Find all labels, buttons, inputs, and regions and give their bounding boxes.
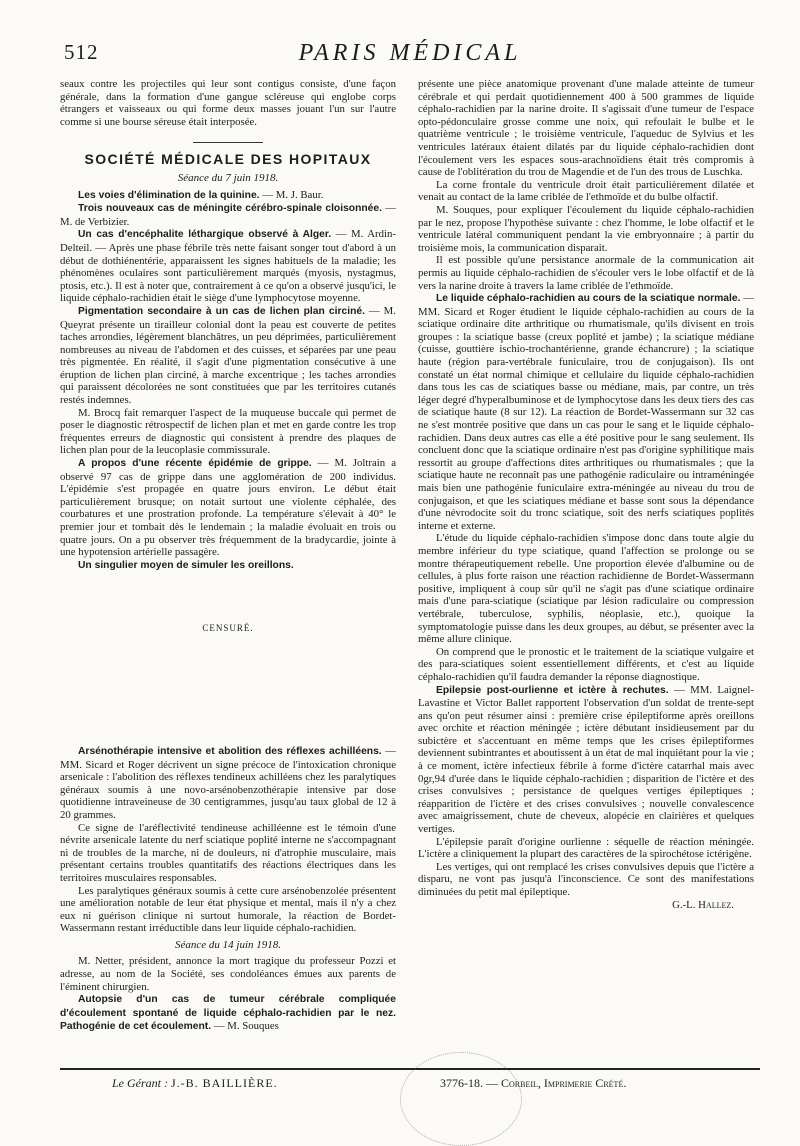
entry-title: Autopsie d'un cas de tumeur cérébrale compliquée d'écoulement spontané de liquide céphalo-rachidien par le nez. Pathogénie de cet écoulement.: [60, 994, 396, 1033]
divider: [193, 142, 263, 143]
entry-title: A propos d'une récente épidémie de grippe.: [78, 458, 312, 470]
paragraph-netter: M. Netter, président, annonce la mort tragique du professeur Pozzi et adresse, au nom de la Société, ses condoléances émues aux parents de l'éminent chirurgien.: [60, 955, 396, 993]
gerant-line: [112, 1076, 278, 1091]
entry-body: — MM. Sicard et Roger étudient le liquide céphalo-rachidien au cours de la sciatique ordinaire dite arthritique ou rhumatismale, qu'ils divisent en trois groupes : la sciatique basse (creux poplité et jambe) ; la sciatique médiane (cuisse, gouttière ischio-trochantérienne, grande échancrure) ; la sciatique haute (région para-vertébrale funiculaire, trou de conjugaison). Ils ont constaté un état normal chimique et cellulaire du liquide céphalo-rachidien dans tous les cas de sciatiques basse ou médiane, mais, par contre, un très léger degré d'hyperalbuminose et de lymphocytose dans les deux tiers des cas de sciatique haute (8 sur 12). La réaction de Bordet-Wassermann sur 32 cas ne s'est montrée positive que dans un cas pour le sang et le liquide céphalo-rachidien. Dans deux autres cas elle a été positive pour le sang seulement. Ils concluent donc que la sciatique ordinaire n'est pas d'origine syphilitique mais ressortit au groupe d'affections dites arthritiques ou rhumatismales ; que la sciatique haute ne reconnaît pas une pathogénie radiculaire ou intraméningée mais bien une pathogénie funiculaire extra-méningée au niveau du trou de conjugaison, et que les sciatiques médiane et basse sont sous la dépendance d'une névrodocite soit du tronc sciatique, soit des nerfs sciatiques poplités interne et externe.: [418, 292, 754, 532]
left-column: [60, 78, 396, 1034]
entry-author: — M. de Verbizier.: [60, 202, 396, 228]
entry-encephalite: [60, 228, 396, 305]
footer-divider: [60, 1068, 760, 1070]
entry-grippe: [60, 457, 396, 559]
right-column: [418, 78, 754, 911]
entry-quinine: [60, 189, 396, 203]
seance-date: Séance du 14 juin 1918.: [174, 938, 281, 951]
paragraph-vertiges: Les vertiges, qui ont remplacé les crises convulsives depuis que l'ictère a disparu, ne vont pas jusqu'à l'inconscience. Ce sont des manifestations diminuées du petit mal épileptique.: [418, 860, 754, 898]
author-signature: G.-L. Hallez.: [672, 898, 734, 911]
entry-title: Un cas d'encéphalite léthargique observé à Alger.: [78, 229, 332, 241]
section-title: SOCIÉTÉ MÉDICALE DES HOPITAUX: [84, 151, 372, 168]
library-stamp: [400, 1052, 522, 1146]
paragraph-tumeur: présente une pièce anatomique provenant d'une malade atteinte de tumeur cérébrale et qui perdait quotidiennement 400 à 500 grammes de liquide céphalo-rachidien par la narine droite. Il s'agissait d'une tumeur de l'espace opto-pédonculaire grosse comme une noix, qui refoulait le bulbe et le quatrième ventricule ; le troisième ventricule, l'aqueduc de Sylvius et les ventricules latéraux étaient dilatés par du liquide céphalo-rachidien dont l'écoulement vers les espaces sous-arachnoïdiens était très compromis à cause de l'oblitération du trou de Magendie et de l'un des trous de Luschka.: [418, 78, 754, 179]
entry-title: Epilepsie post-ourlienne et ictère à rechutes.: [436, 684, 669, 696]
paragraph-etude: L'étude du liquide céphalo-rachidien s'impose donc dans toute algie du membre inférieur du type sciatique, quand l'affection se prolonge ou se montre thérapeutiquement rebelle. Une proportion élevée d'albumine ou de cellules, à plus forte raison une réaction rachidienne de Bordet-Wassermann positive, impliquent à coup sûr qu'il ne s'agit pas d'une sciatique ordinaire mais d'une para-sciatique (sciatique par lésion radiculaire ou compression vertébrale, tuberculose, syphilis, néoplasie, etc.), quoique la symptomatologie puisse dans les deux groupes, au début, se présenter avec la même allure clinique.: [418, 532, 754, 646]
paragraph-brocq: M. Brocq fait remarquer l'aspect de la muqueuse buccale qui permet de poser le diagnostic rétrospectif de lichen plan et met en garde contre les trop fréquentes erreurs de diagnostic qui consistent à prendre des plaques de lichen plan pour de la leucoplasie commissurale.: [60, 406, 396, 457]
paragraph-persistance: Il est possible qu'une persistance anormale de la communication ait permis au liquide céphalo-rachidien de s'écouler vers le lobe olfactif et de là vers la narine droite à travers la lame criblée de l'ethmoïde.: [418, 254, 754, 292]
page-number: 512: [64, 40, 99, 64]
entry-meningite: [60, 202, 396, 228]
paragraph-pronostic: On comprend que le pronostic et le traitement de la sciatique vulgaire et des para-sciatiques soient essentiellement différents, et c'est au liquide céphalo-rachidien qu'il faudra demander la réponse diagnostique.: [418, 645, 754, 683]
page-header: [60, 30, 760, 70]
entry-sciatique: [418, 292, 754, 532]
entry-title: Le liquide céphalo-rachidien au cours de la sciatique normale.: [436, 293, 741, 305]
entry-title: Arsénothérapie intensive et abolition des réflexes achilléens.: [78, 745, 382, 757]
gerant-name: J.-B. BAILLIÈRE.: [171, 1076, 278, 1090]
printer-imprint: 3776-18. — Corbeil, Imprimerie Crété.: [440, 1076, 627, 1090]
entry-autopsie: [60, 993, 396, 1034]
entry-epilepsie: [418, 684, 754, 836]
intro-paragraph: seaux contre les projectiles qui leur sont contigus consiste, d'une façon générale, dans la formation d'une gangue scléreuse qui englobe corps étrangers et vaisseaux ou qui forme deux masses jouant l'un sur l'autre comme si une bourse séreuse était interposée.: [60, 78, 396, 128]
seance-date: Séance du 7 juin 1918.: [177, 171, 279, 184]
entry-body: — MM. Laignel-Lavastine et Victor Ballet rapportent l'observation d'un soldat de trente-sept ans qu'on peut résumer ainsi : première crise épileptiforme après oreillons avec orchite et réaction méningée ; ictère débutant insidieusement par du subictère et s'accentuant en même temps que les crises épileptiformes deviennent subintrantes et aboutissent à un état de mal inquiétant pour la vie ; à ce moment, ictère infectieux fébrile à forme d'ictère catarrhal mais avec 0gr,94 d'urée dans le liquide céphalo-rachidien ; disparition de l'ictère et des crises convulsives ; persistance de quelques vertiges épileptiques ; réapparition de l'ictère et des crises convulsives ; nouvelle convalescence avec amaigrissement, chute de cheveux, alopécie en clairières et quelques vertiges.: [418, 683, 754, 836]
entry-title: Un singulier moyen de simuler les oreillons.: [78, 559, 294, 571]
paragraph-ourlienne: L'épilepsie paraît d'origine ourlienne : séquelle de réaction méningée. L'ictère a cliniquement la plupart des caractères de la spirochétose ictérigène.: [418, 835, 754, 861]
entry-author: — M. Souques: [211, 1020, 279, 1033]
paragraph-paralytiques: Les paralytiques généraux soumis à cette cure arsénobenzolée présentent une amélioration notable de leur état physique et mental, mais il n'y a chez eux ni guérison clinique ni surtout humorale, la réaction de Bordet-Wassermann restant irréductible dans leur liquide céphalo-rachidien.: [60, 884, 396, 935]
entry-title: Pigmentation secondaire à un cas de lichen plan circiné.: [78, 305, 365, 317]
paragraph-souques: M. Souques, pour expliquer l'écoulement du liquide céphalo-rachidien par le nez, propose l'hypothèse suivante : chez l'homme, le lobe olfactif et le ventricule latéral communiquent pendant la vie embryonnaire ; à partir du troisième mois, la communication disparait.: [418, 203, 754, 254]
entry-arsenotherapie: [60, 745, 396, 822]
entry-body: — M. Ardin-Delteil. — Après une phase fébrile très nette faisant songer tout d'abord à un début de dothiénentérie, apparaissent les signes habituels de la maladie; les phénomènes oculaires sont particulièrement marqués (myosis, nystagmus, ptosis, etc.). Il est à noter que, contrairement à ce qu'on a observé jusqu'ici, le liquide céphalo-rachidien était le siège d'une lymphocytose moyenne.: [60, 228, 396, 305]
entry-pigmentation: [60, 305, 396, 407]
entry-title: Trois nouveaux cas de méningite cérébro-spinale cloisonnée.: [78, 203, 382, 215]
entry-title: Les voies d'élimination de la quinine.: [78, 189, 260, 201]
entry-body: — M. Queyrat présente un tirailleur colonial dont la peau est couverte de petites taches arrondies, légèrement blanchâtres, un peu déprimées, particulièrement nombreuses au niveau de l'abdomen et des cuisses, et séparées par une peau très pigmentée. En réalité, il s'agit d'une pigmentation consécutive à une éruption de lichen plan circiné, à marche excentrique ; les taches arrondies qui paraissent décolorées ne sont constituées que par les territoires cutanés restés indemnes.: [60, 304, 396, 407]
paragraph-areflectivite: Ce signe de l'aréflectivité tendineuse achilléenne est le témoin d'une névrite arsenicale latente du nerf sciatique poplité interne ne s'accompagnant ni de troubles de la marche, ni de douleurs, ni d'atrophie musculaire, mais présentant certains troubles quantitatifs des réactions électriques dans les territoires musculaires responsables.: [60, 821, 396, 884]
censored-notice: CENSURÉ.: [202, 623, 254, 634]
entry-oreillons: [60, 559, 396, 573]
entry-body: — M. Joltrain a observé 97 cas de grippe dans une agglomération de 200 individus. L'épidémie s'est propagée en quatre jours environ. Le début était particulièrement brusque; on notait surtout une violente céphalée, des courbatures et une prostration profonde. La température s'élevait à 40° le premier jour et tombait dès le lendemain ; la maladie évoluait en trois ou quatre jours. On a pu observer très fréquemment de la bradycardie, jointe à une hypotension artérielle passagère.: [60, 457, 396, 559]
journal-title: PARIS MÉDICAL: [298, 40, 522, 66]
journal-page: [60, 30, 760, 1130]
gerant-label: Le Gérant :: [112, 1076, 171, 1090]
entry-body: — MM. Sicard et Roger décrivent un signe précoce de l'intoxication chronique arsenicale : l'abolition des réflexes tendineux achilléens chez les paralytiques généraux soumis à une novo-arsénobenzothérapie intensive par dose quotidienne intraveineuse de 30 centigrammes, jusqu'au taux global de 12 à 20 grammes.: [60, 744, 396, 821]
paragraph-corne: La corne frontale du ventricule droit était particulièrement dilatée et venait au contact de la lame criblée de l'ethmoïde et du bulbe olfactif.: [418, 178, 754, 204]
entry-author: — M. J. Baur.: [259, 188, 324, 201]
